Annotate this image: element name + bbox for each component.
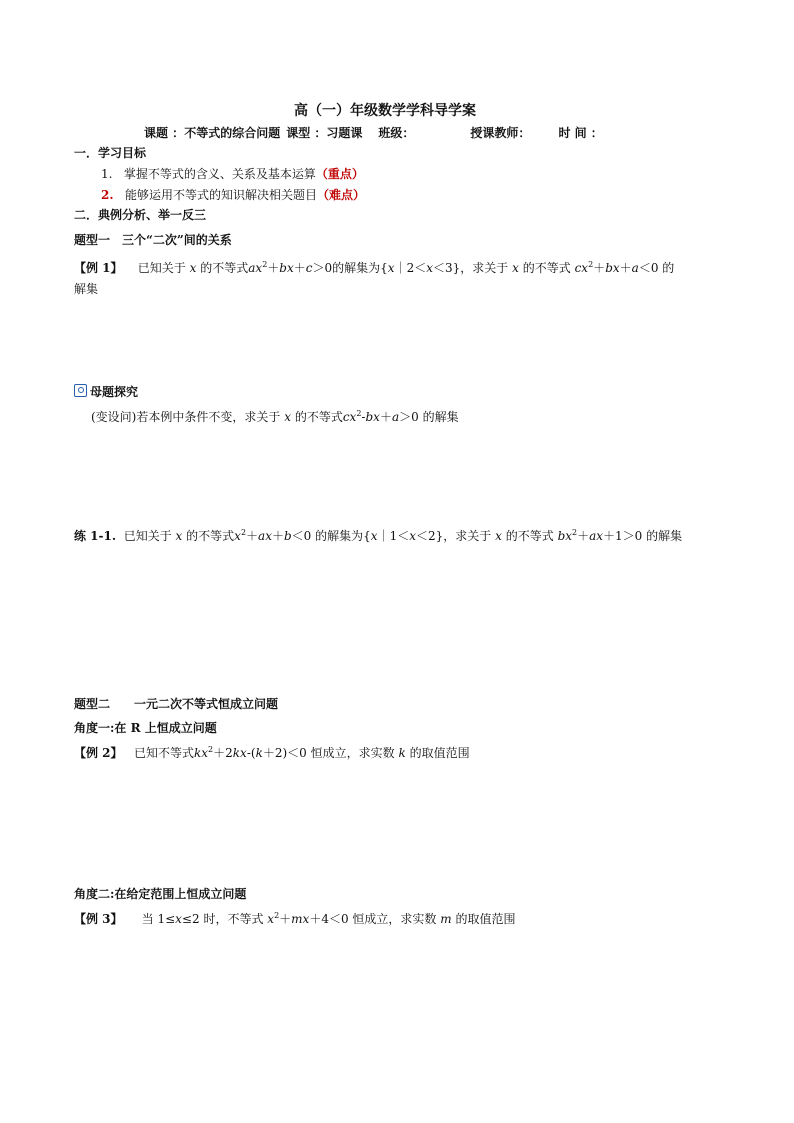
text: 的解集	[422, 410, 459, 424]
text: 的不等式	[294, 410, 343, 424]
text: 的不等式	[522, 261, 571, 275]
example-2: 【例 2】 已知不等式$kx^2+2kx-(k+2)<0$ 恒成立，求实数 k 的取值范围	[74, 745, 470, 760]
goal-tag: （难点）	[317, 188, 366, 202]
text: 的不等式	[505, 529, 554, 543]
text: 的解集为	[332, 261, 381, 275]
type-2-heading: 题型二 一元二次不等式恒成立问题	[74, 697, 279, 711]
goal-number: 2.	[101, 188, 114, 202]
topic-label: 课题 ：	[144, 126, 185, 140]
example-1-cont: 解集	[74, 282, 99, 296]
text: 的取值范围	[455, 912, 516, 926]
text: 当	[141, 912, 154, 926]
page-title: 高（一）年级数学学科导学案	[294, 103, 476, 119]
text: 已知关于	[123, 529, 172, 543]
explore-question: (变设问)若本例中条件不变，求关于 x 的不等式$cx^2-bx+a>0$ 的解集	[91, 409, 459, 424]
angle-2-heading: 角度二:在给定范围上恒成立问题	[74, 887, 247, 901]
explore-heading	[74, 384, 138, 400]
text: 时，不等式	[203, 912, 264, 926]
text: 的	[662, 261, 675, 275]
text: ，求关于	[443, 529, 492, 543]
type-1-heading: 题型一 三个“二次”间的关系	[74, 233, 232, 247]
example-3: 【例 3】 当 1≤x≤2 时，不等式 $x^2+mx+4<0$ 恒成立，求实数 m 的取值范围	[74, 911, 516, 926]
practice-1-1: 练 1-1. 已知关于 x 的不等式$x^2+ax+b<0$ 的解集为{x｜1＜x＜2}，求关于 x 的不等式 $bx^2+ax+1>0$ 的解集	[74, 528, 683, 543]
example-label: 【例 1】	[74, 261, 123, 275]
text: 恒成立，求实数	[352, 912, 437, 926]
text: 恒成立，求实数	[310, 746, 395, 760]
text: 已知关于	[137, 261, 186, 275]
text: 的不等式	[186, 529, 235, 543]
text: 的取值范围	[409, 746, 470, 760]
angle-1-heading: 角度一:在 R 上恒成立问题	[74, 721, 217, 735]
teacher-label: 授课教师：	[470, 126, 531, 140]
type-label: 课型 ：	[286, 126, 327, 140]
meta-line	[144, 125, 603, 141]
example-label: 【例 2】	[74, 746, 123, 760]
time-label: 时 间 ：	[558, 126, 603, 140]
example-label: 【例 3】	[74, 912, 123, 926]
text: 的解集	[646, 529, 683, 543]
text: ，求关于	[460, 261, 509, 275]
goal-item-1	[101, 166, 364, 182]
text: 已知不等式	[133, 746, 194, 760]
type-value: 习题课	[326, 126, 363, 140]
topic-value: 不等式的综合问题	[184, 126, 281, 140]
section-heading-examples: 二．典例分析、举一反三	[74, 208, 207, 222]
goal-item-2	[101, 187, 365, 203]
class-label: 班级：	[378, 126, 415, 140]
goal-text: 掌握不等式的含义、关系及基本运算	[123, 167, 316, 181]
text: 的解集为	[315, 529, 364, 543]
text: 的不等式	[200, 261, 249, 275]
practice-label: 练 1-1.	[74, 529, 117, 543]
section-heading-goals: 一．学习目标	[74, 146, 147, 160]
example-1: 【例 1】 已知关于 x 的不等式$ax^2+bx+c>0$的解集为{x｜2＜x＜3}，求关于 x 的不等式 $cx^2+bx+a<0$ 的	[74, 260, 675, 275]
explore-label: 母题探究	[90, 385, 139, 399]
search-doc-icon	[74, 384, 87, 397]
goal-tag: （重点）	[315, 167, 364, 181]
text: (变设问)若本例中条件不变，求关于	[91, 410, 281, 424]
goal-number: 1.	[101, 167, 113, 181]
goal-text: 能够运用不等式的知识解决相关题目	[124, 188, 317, 202]
